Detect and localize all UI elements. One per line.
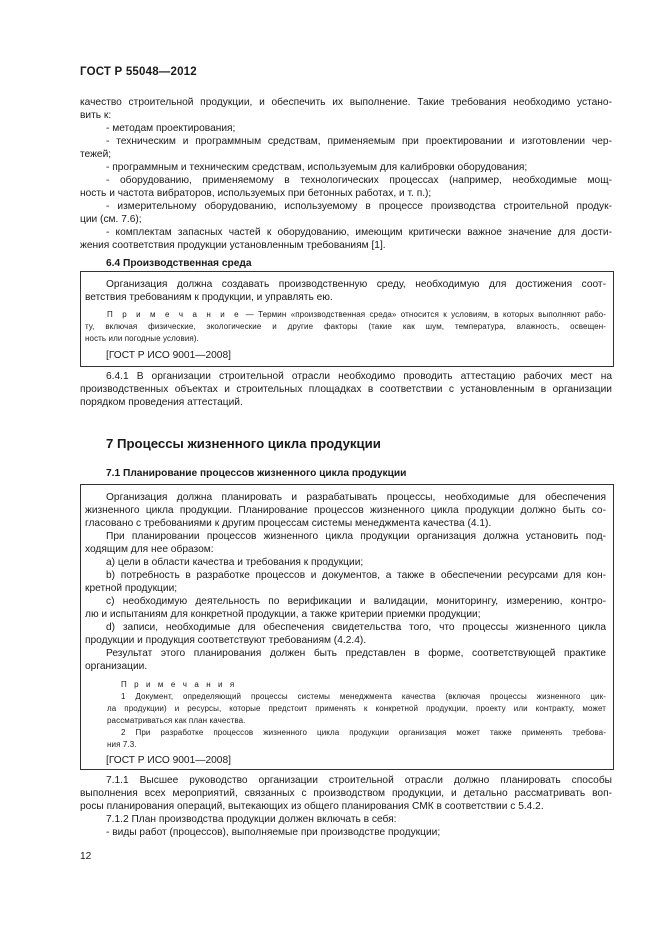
note-line: 1 Документ, определяющий процессы системы менеджмента качества (включая процессы жизненного цик-: [121, 692, 606, 701]
note-line: ту, включая физические, экологические и другие факторы (такие как шум, температура, влажность, освещен-: [85, 322, 606, 331]
note-text: — Термин «производственная среда» относится к условиям, в которых выполняют рабо-: [245, 310, 606, 319]
paragraph-line: выполнения всех мероприятий, связанных с производством продукции, и детально рассматривать воп-: [80, 788, 612, 799]
intro-list-item: - методам проектирования;: [106, 123, 236, 134]
quote-line: Организация должна создавать производственную среду, необходимую для достижения соот-: [106, 279, 606, 290]
section-6-4-heading: 6.4 Производственная среда: [106, 258, 252, 269]
document-header: ГОСТ Р 55048—2012: [80, 66, 197, 78]
quote-list-item: d) записи, необходимые для обеспечения свидетельства того, что процессы жизненного цикла: [106, 622, 606, 633]
quote-line: ходящим для нее образом:: [85, 544, 214, 555]
note-line: 2 При разработке процессов жизненного цикла продукции организация может также применять требова-: [121, 728, 606, 737]
intro-line: тежей;: [80, 149, 112, 160]
note-line: ния 7.3.: [107, 740, 137, 749]
intro-list-item: - оборудованию, применяемому в технологических процессах (например, необходимые мощ-: [106, 175, 612, 186]
notes-label: П р и м е ч а н и я: [121, 680, 237, 689]
intro-list-item: - измерительному оборудованию, используемому в процессе производства строительной продук-: [106, 201, 612, 212]
quote-line: гласовано с требованиями к другим процессам системы менеджмента качества (4.1).: [85, 518, 492, 529]
quote-line: При планировании процессов жизненного цикла продукции организация должна установить под-: [106, 531, 606, 542]
intro-line: жения соответствия продукции установленным требованиям [1].: [80, 240, 386, 251]
intro-line: ции (см. 7.6);: [80, 214, 142, 225]
quote-line: Организация должна планировать и разрабатывать процессы, необходимые для обеспечения: [106, 492, 606, 503]
paragraph-line: 7.1.1 Высшее руководство организации строительной отрасли должно планировать способы: [106, 775, 612, 786]
paragraph-line: росы планирования операций, вытекающих из общего планирования СМК в соответствии с 5.4.2.: [80, 801, 544, 812]
quote-line: Результат этого планирования должен быть представлен в форме, соответствующей практике: [106, 648, 606, 659]
section-7-heading: 7 Процессы жизненного цикла продукции: [106, 436, 381, 451]
quote-line: кретной продукции;: [85, 583, 178, 594]
reference-citation: [ГОСТ Р ИСО 9001—2008]: [106, 350, 231, 361]
intro-list-item: - программным и техническим средствам, используемым для калибровки оборудования;: [106, 162, 528, 173]
reference-citation: [ГОСТ Р ИСО 9001—2008]: [106, 755, 231, 766]
section-7-1-heading: 7.1 Планирование процессов жизненного цикла продукции: [106, 468, 407, 479]
intro-list-item: - комплектам запасных частей к оборудованию, имеющим критически важное значение для дости-: [106, 227, 612, 238]
note-line: ла продукции) и ресурсы, которые предстоит применять к конкретной продукции, проекту или контракту, может: [107, 704, 606, 713]
paragraph-line: порядком проведения аттестаций.: [80, 397, 243, 408]
quote-line: ветствия требованиям к продукции, и управлять ею.: [85, 292, 333, 303]
paragraph-line: 7.1.2 План производства продукции должен включать в себя:: [106, 814, 397, 825]
quote-line: лю и испытаниям для конкретной продукции, а также критерии приемки продукции;: [85, 609, 481, 620]
quote-list-item: a) цели в области качества и требования к продукции;: [106, 557, 364, 568]
note-line: ность или погодные условия).: [85, 334, 199, 343]
paragraph-line: 6.4.1 В организации строительной отрасли необходимо проводить аттестацию рабочих мест на: [106, 371, 612, 382]
page-number: 12: [80, 851, 92, 862]
intro-line: вить к:: [80, 110, 112, 121]
note-line: [107, 309, 606, 321]
quote-line: продукции и продукция соответствуют требованиям (4.2.4).: [85, 635, 367, 646]
intro-list-item: - техническим и программным средствам, применяемым при проектировании и изготовлении чер-: [106, 136, 612, 147]
quote-line: жизненного цикла продукции. Планирование процессов жизненного цикла продукции должно быть со-: [85, 505, 606, 516]
intro-line: ность и частота вибраторов, используемых при бетонных работах, и т. п.);: [80, 188, 432, 199]
list-item: - виды работ (процессов), выполняемые при производстве продукции;: [106, 827, 441, 838]
quote-list-item: b) потребность в разработке процессов и документов, а также в обеспечении ресурсами для кон-: [106, 570, 606, 581]
note-line: рассматриваться как план качества.: [107, 716, 246, 725]
intro-line: качество строительной продукции, и обеспечить их выполнение. Такие требования необходимо устано-: [80, 97, 612, 108]
quote-line: организации.: [85, 661, 148, 672]
paragraph-line: производственных объектах и строительных площадках в соответствии с установленным в организации: [80, 384, 612, 395]
note-label: П р и м е ч а н и е: [107, 310, 242, 319]
quote-list-item: c) необходимую деятельность по верификации и валидации, мониторингу, измерению, контро-: [106, 596, 606, 607]
